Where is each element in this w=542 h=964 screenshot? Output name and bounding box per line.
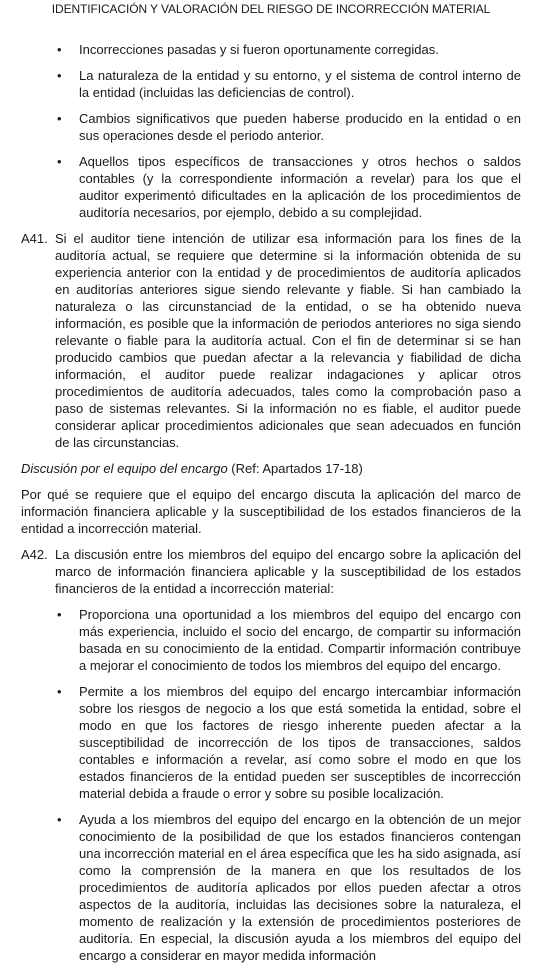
list-item: • Aquellos tipos específicos de transacciones y otros hechos o saldos contables (y la correspondiente información a revelar) para los que el auditor experimentó dificultades en la aplicación de los procedimientos de auditoría necesarios, por ejemplo, debido a su complejidad. [79, 153, 521, 221]
intro-paragraph: Por qué se requiere que el equipo del encargo discuta la aplicación del marco de información financiera aplicable y la susceptibilidad de los estados financieros de la entidad a incorrección material. [21, 487, 521, 536]
list-item: • Cambios significativos que pueden haberse producido en la entidad o en sus operaciones desde el periodo anterior. [79, 110, 521, 144]
list-item: • La naturaleza de la entidad y su entorno, y el sistema de control interno de la entidad (incluidas las deficiencias de control). [79, 67, 521, 101]
subheading-title: Discusión por el equipo del encargo [21, 461, 228, 476]
list-item: • Permite a los miembros del equipo del encargo intercambiar información sobre los riesgos de negocio a los que está sometida la entidad, sobre el modo en que los factores de riesgo inherente pueden afectar a la susceptibilidad de incorrección de los tipos de transacciones, saldos contables e información a revelar, así como sobre el modo en que los estados financieros de la entidad pueden ser susceptibles de incorrección material debida a fraude o error y sobre su posible localización. [79, 683, 521, 802]
paragraph-number: A41. [21, 231, 48, 246]
paragraph-number: A42. [21, 547, 48, 562]
subheading-reference: (Ref: Apartados 17-18) [227, 461, 363, 476]
page-header: IDENTIFICACIÓN Y VALORACIÓN DEL RIESGO DE INCORRECCIÓN MATERIAL [51, 2, 491, 16]
paragraph-a42 [21, 546, 521, 597]
bullet-list-discussion [21, 606, 521, 964]
list-item: • Proporciona una oportunidad a los miembros del equipo del encargo con más experiencia, incluido el socio del encargo, de compartir su información basada en su conocimiento de la entidad. Compartir información contribuye a mejorar el conocimiento de todos los miembros del equipo del encargo. [79, 606, 521, 674]
list-item: • Ayuda a los miembros del equipo del encargo en la obtención de un mejor conocimiento de la posibilidad de que los estados financieros contengan una incorrección material en el área específica que les ha sido asignada, así como la comprensión de la manera en que los resultados de los procedimientos de auditoría aplicados por ellos pueden afectar a otros aspectos de la auditoría, incluidas las decisiones sobre la naturaleza, el momento de realización y la extensión de procedimientos posteriores de auditoría. En especial, la discusión ayuda a los miembros del equipo del encargo a considerar en mayor medida información [79, 811, 521, 964]
paragraph-text: La discusión entre los miembros del equipo del encargo sobre la aplicación del marco de información financiera aplicable y la susceptibilidad de los estados financieros de la entidad a incorrección material: [55, 547, 521, 596]
paragraph-text: Si el auditor tiene intención de utilizar esa información para los fines de la auditoría actual, se requiere que determine si la información obtenida de su experiencia anterior con la entidad y de procedimientos de auditoría aplicados en auditorías anteriores sigue siendo relevante y fiable. Si han cambiado la naturaleza o las circunstanciad de la entidad, o se ha obtenido nueva información, es posible que la información de periodos anteriores no siga siendo relevante o fiable para la auditoría actual. Con el fin de determinar si se han producido cambios que puedan afectar a la relevancia y fiabilidad de dicha información, el auditor puede realizar indagaciones y aplicar otros procedimientos de auditoría adecuados, tales como la comprobación paso a paso de sistemas relevantes. Si la información no es fiable, el auditor puede considerar aplicar procedimientos adicionales que sean adecuados en función de las circunstancias. [55, 231, 521, 450]
list-item: • Incorrecciones pasadas y si fueron oportunamente corregidas. [79, 41, 521, 58]
paragraph-a41 [21, 230, 521, 451]
section-subheading [21, 460, 521, 477]
bullet-list-prior-info [21, 41, 521, 221]
